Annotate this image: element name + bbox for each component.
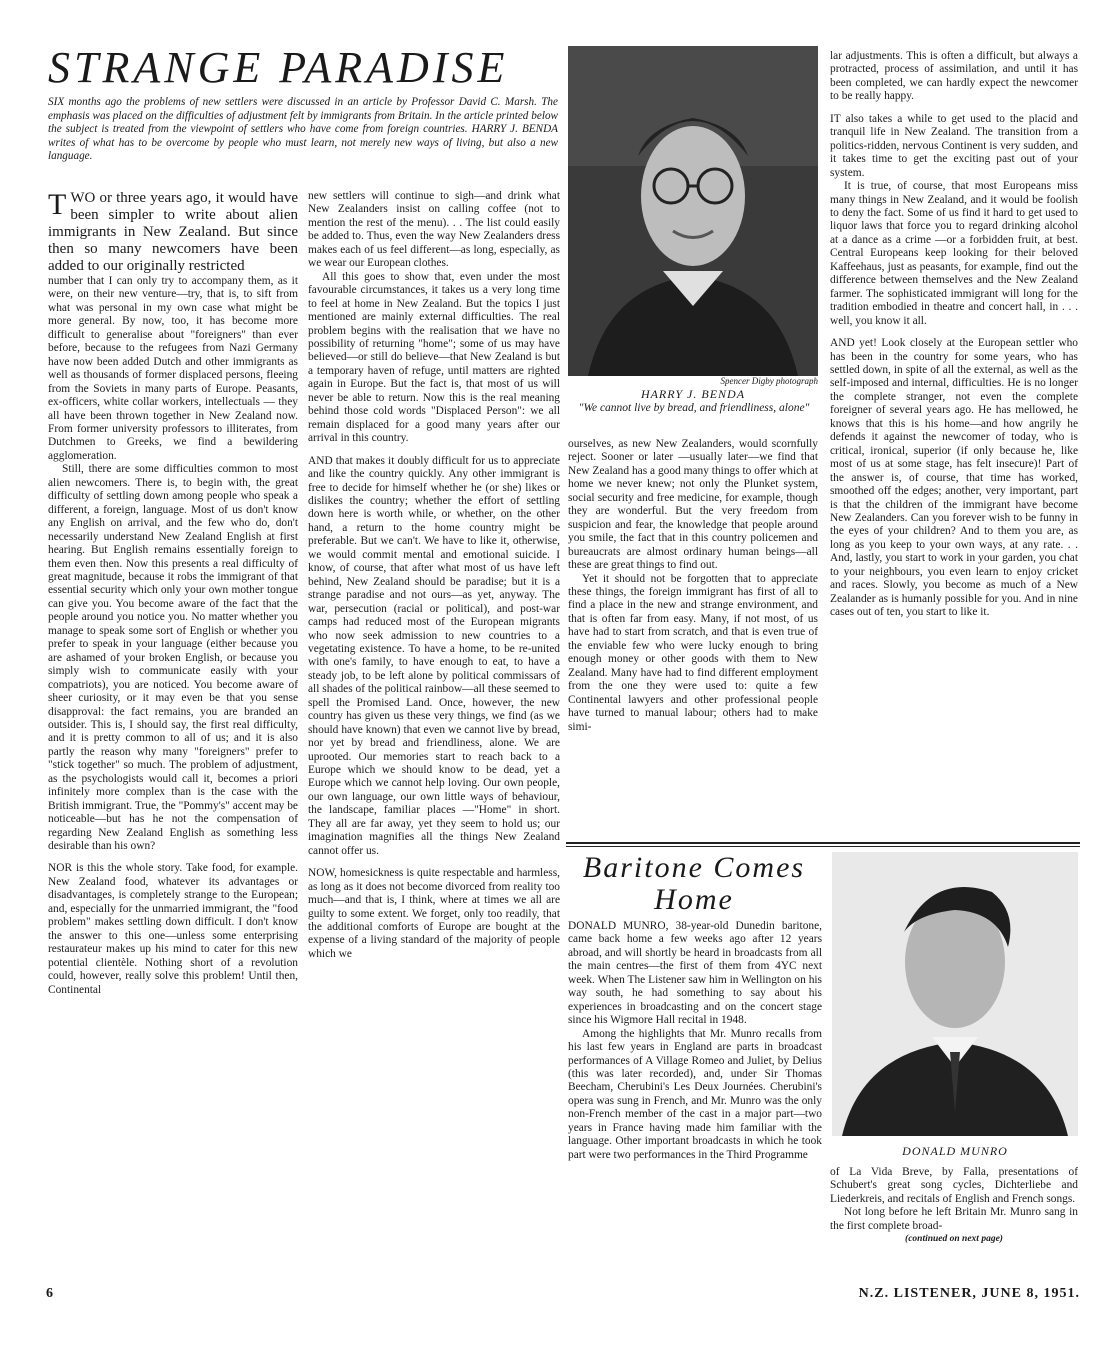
page-number: 6: [46, 1286, 54, 1301]
author-photo: [568, 46, 818, 376]
paragraph: All this goes to show that, even under the most favourable circumstances, it takes us a very long time to feel at home in New Zealand. But the topics I just mentioned are mainly external difficulties. The real problem begins with the realisation that we have no possibility of returning "home"; some of us may have believed—or still do believe—that New Zealand is but a temporary haven of refuge, until matters are righted again in Europe. But the fact is, that most of us will never be able to return. Now this is the real meaning behind those cold words "Displaced Person": we all remain displaced for a good many years after our arrival in this country.: [308, 270, 560, 445]
section-divider-thin: [566, 846, 1080, 847]
photo-caption-quote: "We cannot live by bread, and friendliness, alone": [578, 402, 810, 414]
paragraph: new settlers will continue to sigh—and drink what New Zealanders insist on calling coffee (not to mention the rest of the menu). . . The list could easily be added to. Thus, even the way New Zealanders dress makes each of us feel different—as long, especially, as we wear our European clothes.: [308, 190, 560, 270]
paragraph: NOW, homesickness is quite respectable and harmless, as long as it does not become divorced from reality too much—and that is, I think, where at times we all are guilty to some extent. We forget, only too readily, that the additional comforts of Europe are bought at the expense of a living standard of the majority of people which we: [308, 867, 560, 960]
paragraph: AND that makes it doubly difficult for us to appreciate and like the country quickly. Any other immigrant is free to decide for himself whether he (or she) likes or dislikes the country; whether the effort of settling down here is worth while, or whether, on the other hand, a return to the home country might be preferable. But we can't. We have to like it, otherwise, we would commit mental and emotional suicide. I know, of course, that after what most of us have left behind, New Zealand should be paradise; but it is a strange paradise and not ours—as yet, anyway. The war, persecution (racial or political), and post-war camps had reduced most of the European migrants who now seek admission to new countries to a vegetating existence. To have a home, to be re-united with one's family, to have enough to eat, to have a steady job, to be left alone by political commissars of all shades of the political rainbow—all these seemed to spell the Promised Land. Once, however, the new country has given us these very things, we find (as we should have known) that even we cannot live by bread, nor yet by bread and friendliness, alone. We are uprooted. Our memories start to reach back to a Europe which we should know to be dead, yet a Europe which we cannot help loving. Our own people, our own language, our own little ways of behaviour, the landscape, familiar places —"Home" in short. They all are far away, yet they seem to hold us; our imagination magnifies all the things New Zealand cannot offer us.: [308, 454, 560, 857]
paragraph: ourselves, as new New Zealanders, would scornfully reject. Sooner or later —usually later—we find that New Zealand has a good many things to offer which at home we never knew; not only the Plunket system, social security and free medicine, for example, though they are wonderful. But the very freedom from suspicion and fear, the knowledge that people around you smile, the fact that in this country policemen and bureaucrats are almost ordinary human beings—all these are great things to find out.: [568, 438, 818, 572]
paragraph: AND yet! Look closely at the European settler who has been in the country for some years, who has settled down, in spite of all the external, as well as the self-imposed and internal, difficulties. He is no longer the complete stranger, not even the complete foreigner of several years ago. He has mellowed, he knows that this is his home—and how angrily he defends it against the newcomer of today, who is critical, ironical, superior (if only because he, like most of us at some stage, has felt insecure)! Part of the answer is, of course, that time has worked, smoothed off the edges; another, very important, part is that the children of the immigrant have become New Zealanders. Can you forever wish to be funny in the eyes of your children? And to them you are, as long as you keep to your own ways, at any rate. . . And, lastly, you start to work in your garden, you chat to your neighbours, you even learn to enjoy cricket and races. Slowly, you become as much of a New Zealander as is humanly possible for you. And in nine cases out of ten, you start to like it.: [830, 337, 1078, 619]
paragraph: Still, there are some difficulties common to most alien newcomers. There is, to begin with, the great difficulty of settling down among people who speak a different, a foreign, language. Most of us don't know any English on arrival, and the few who do, don't necessarily understand New Zealand English at first hearing. But English remains essentially foreign to them even then. Now this presents a real difficulty of great magnitude, because it robs the immigrant of that essential security which only your own mother tongue can give you. You become aware of the fact that the people around you notice you. No matter whether you manage to speak some sort of English or whether you prefer to speak in your language (either because you are ashamed of your broken English, or because you simply wish to communicate easily with your compatriots), you are noticed. You become aware of sheer curiosity, or it may even be that you sense disapproval: the fact remains, you are branded an outsider. This is, I should say, the first real difficulty, and it is pretty common to all of us; and it is also partly the reason why many "foreigners" prefer to "stick together" so much. The problem of adjustment, as the psychologists would call it, becomes a priori infinitely more complex than is the case with the British immigrant. True, the "Pommy's" accent may be noticeable—but has he not the compensation of regarding New Zealand English as something less desirable than his own?: [48, 463, 298, 853]
masthead-footer: N.Z. LISTENER, JUNE 8, 1951.: [858, 1286, 1080, 1301]
paragraph: Yet it should not be forgotten that to appreciate these things, the foreign immigrant has first of all to find a place in the new and strange environment, and that is often far from easy. Many, if not most, of us have had to start from scratch, and that is even true of the enviable few who were lucky enough to bring enough money or other goods with them to New Zealand. Many have had to find different employment from the one they were used to: quite a few Continental lawyers and other professional people have turned to manual labour; others had to make simi-: [568, 572, 818, 733]
paragraph: number that I can only try to accompany them, as it were, on their new venture—try, that is, to sift from what was personal in my own case what might be more general. By now, too, it has become more difficult to generalise about "foreigners" than ever before, because to the refugees from Nazi Germany have now been added Dutch and other immigrants as well as thousands of former displaced persons, fleeing from the Soviets in many parts of Europe. Peasants, ex-officers, white collar workers, intellectuals — they all have been thrown together in New Zealand now. From former university professors to illiterates, from Dutchmen to Greeks, we find a bewildering agglomeration.: [48, 275, 298, 462]
article-column-3: [568, 438, 818, 834]
baritone-column-2: [830, 1166, 1078, 1276]
photo-caption-name: HARRY J. BENDA: [640, 387, 746, 401]
article-column-2: [308, 190, 560, 1280]
paragraph: NOR is this the whole story. Take food, for example. New Zealand food, whatever its advantages or disadvantages, is completely strange to the European; and, especially for the unmarried immigrant, the "food problem" makes settling down difficult. I don't know the answer to this one—unless some enterprising restaurateur makes up his mind to cater for this new potential clientèle. Nothing short of a revolution could, however, really solve this problem! Until then, Continental: [48, 862, 298, 996]
article-title: STRANGE PARADISE: [48, 43, 509, 92]
paragraph: DONALD MUNRO, 38-year-old Dunedin baritone, came back home a few weeks ago after 12 years abroad, and will shortly be heard in broadcasts from all the main centres—the first of them from 4YC next week. When The Listener saw him in Wellington on his way south, he had something to say about his experiences in broadcasting and on the concert stage since his Wigmore Hall recital in 1948.: [568, 920, 822, 1027]
portrait-image: [568, 46, 818, 376]
munro-photo-caption: DONALD MUNRO: [902, 1144, 1008, 1158]
baritone-column: [568, 920, 822, 1290]
continued-note: (continued on next page): [905, 1234, 1003, 1245]
article-column-4: [830, 50, 1078, 840]
article-intro: SIX months ago the problems of new settlers were discussed in an article by Professor David C. Marsh. The emphasis was placed on the difficulties of adjustment felt by immigrants from Britain. In the article printed below the subject is treated from the viewpoint of settlers who have come from foreign countries. HARRY J. BENDA writes of what has to be overcome by people who must learn, not merely new ways of living, but also a new language.: [48, 96, 558, 163]
article-column-1: [48, 190, 298, 1280]
paragraph: It is true, of course, that most Europeans miss many things in New Zealand, and it would be foolish to deny the fact. Some of us find it hard to get used to liquor laws that force you to regard drinking alcohol at a dance as a crime —or a forbidden fruit, at best. Central Europeans keep looking for their beloved Kaffeehaus, just as peasants, for example, find out the difference between themselves and the New Zealand farmer. The sophisticated immigrant will long for the tradition embodied in theatre and concert hall, in . . . well, you know it all.: [830, 180, 1078, 327]
paragraph: of La Vida Breve, by Falla, presentations of Schubert's great song cycles, Dichterliebe and Liederkreis, and recitals of English and French songs.: [830, 1166, 1078, 1205]
paragraph: Among the highlights that Mr. Munro recalls from his last few years in England are parts in broadcast performances of A Village Romeo and Juliet, by Delius (this was later recorded), and, under Sir Thomas Beecham, Cherubini's Les Deux Journées. Cherubini's opera was sung in French, and Mr. Munro was the only non-French member of the cast in a major part—two years in France having made him familiar with the language. Other important broadcasts in which he took part were two performances in the Third Programme: [568, 1027, 822, 1161]
paragraph: Not long before he left Britain Mr. Munro sang in the first complete broad-: [830, 1206, 1078, 1232]
munro-portrait-image: [832, 852, 1078, 1136]
baritone-title-line-2: Home: [654, 883, 734, 916]
baritone-title-line-1: Baritone Comes: [582, 851, 806, 884]
lead-paragraph: TWO or three years ago, it would have been simpler to write about alien immigrants in New Zealand. But since then so many newcomers have been added to our originally restricted: [48, 190, 298, 274]
paragraph: IT also takes a while to get used to the placid and tranquil life in New Zealand. The transition from a politics-ridden, nervous Continent is very sudden, and it takes time to get the exciting past out of your system.: [830, 112, 1078, 179]
munro-photo: [832, 852, 1078, 1136]
section-divider: [566, 842, 1080, 844]
photo-credit: Spencer Digby photograph: [720, 376, 818, 386]
paragraph: lar adjustments. This is often a difficult, but always a protracted, process of assimilation, and until it has been completed, we can hardly expect the newcomer to be really happy.: [830, 50, 1078, 103]
